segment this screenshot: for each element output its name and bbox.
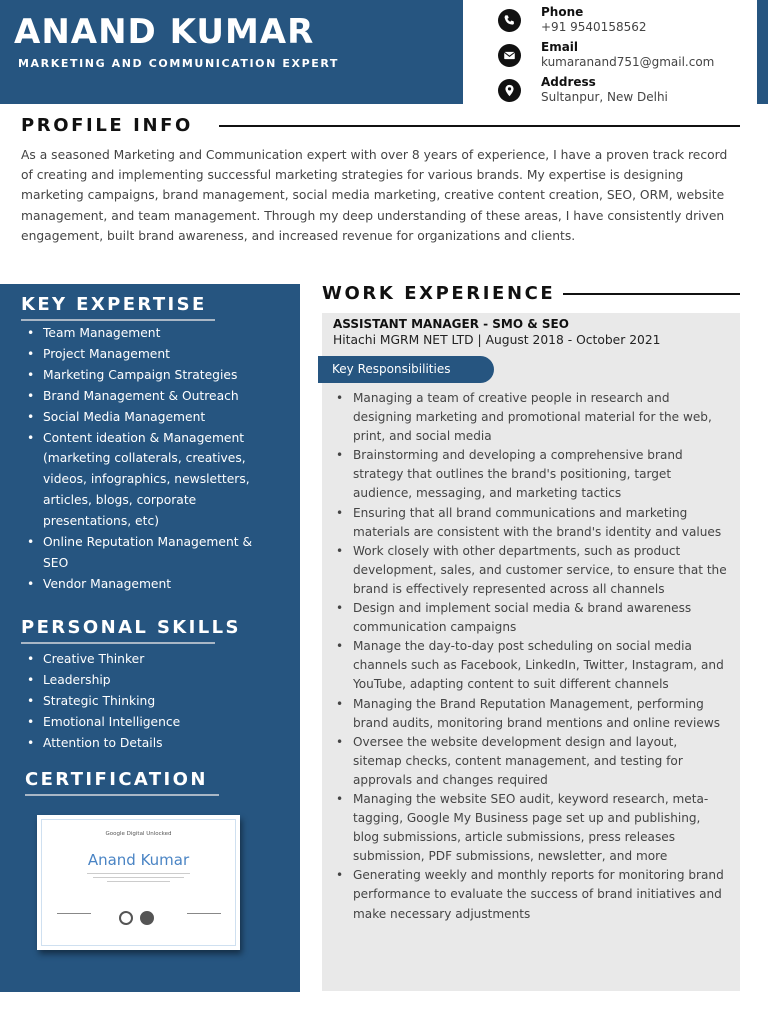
profile-summary: As a seasoned Marketing and Communication expert with over 8 years of experience, I have a proven track record of creating and implementing successful marketing strategies for various brands. My expertise is designing marketing campaigns, brand management, social media marketing, creative content creation, SEO, ORM, website management, and team management. Through my deep understanding of these areas, I have consistently driven engagement, built brand awareness, and increased revenue for organizations and clients. (21, 148, 728, 243)
list-item: • Brainstorming and developing a comprehensive brand strategy that outlines the brand's positioning, target audience, messaging, and marketing tactics (336, 446, 728, 503)
location-pin-icon (498, 79, 521, 102)
list-item: • Content ideation & Management (marketing collaterals, creatives, videos, infographics, newsletters, articles, blogs, corporate presentations, etc) (27, 428, 277, 533)
contact-email (498, 41, 748, 73)
contact-phone (498, 6, 748, 38)
certificate-image[interactable] (37, 815, 240, 950)
work-experience-divider (563, 293, 740, 295)
certification-underline (25, 794, 219, 796)
profile-divider (219, 125, 740, 127)
list-item: • Oversee the website development design and layout, sitemap checks, content management, and testing for approvals and changes required (336, 733, 728, 790)
list-item: • Marketing Campaign Strategies (27, 365, 277, 386)
list-item: • Social Media Management (27, 407, 277, 428)
list-item: • Design and implement social media & brand awareness communication campaigns (336, 599, 728, 637)
list-item: • Strategic Thinking (27, 691, 277, 712)
personal-skills-list (27, 649, 277, 754)
address-value: Sultanpur, New Delhi (541, 90, 668, 104)
list-item: • Emotional Intelligence (27, 712, 277, 733)
phone-value[interactable]: +91 9540158562 (541, 20, 647, 34)
candidate-tagline: MARKETING AND COMMUNICATION EXPERT (18, 57, 340, 70)
list-item: • Online Reputation Management & SEO (27, 532, 277, 574)
list-item: • Team Management (27, 323, 277, 344)
seal-icon (119, 911, 133, 925)
job-title: ASSISTANT MANAGER - SMO & SEO (333, 317, 569, 331)
personal-skills-underline (21, 642, 215, 644)
email-label: Email (541, 40, 579, 54)
list-item: • Managing the website SEO audit, keyword research, meta-tagging, Google My Business page set up and publishing, blog submissions, article submissions, press releases submission, PDF submissions, newsletter, and more (336, 790, 728, 866)
list-item: • Work closely with other departments, such as product development, sales, and customer service, to ensure that the brand is effectively represented across all channels (336, 542, 728, 599)
header-banner (0, 0, 463, 104)
list-item: • Managing the Brand Reputation Management, performing brand audits, monitoring brand mentions and online reviews (336, 695, 728, 733)
key-expertise-heading: KEY EXPERTISE (21, 294, 207, 315)
list-item: • Project Management (27, 344, 277, 365)
list-item: • Ensuring that all brand communications and marketing materials are consistent with the brand's identity and values (336, 504, 728, 542)
phone-label: Phone (541, 5, 584, 19)
profile-heading: PROFILE INFO (21, 115, 193, 136)
job-company: Hitachi MGRM NET LTD | August 2018 - October 2021 (333, 333, 661, 347)
certification-heading: CERTIFICATION (25, 769, 208, 790)
signature-line (187, 913, 221, 914)
list-item: • Creative Thinker (27, 649, 277, 670)
candidate-name: ANAND KUMAR (14, 12, 315, 52)
certificate-recipient: Anand Kumar (87, 851, 190, 869)
list-item: • Brand Management & Outreach (27, 386, 277, 407)
header-accent-stripe (757, 0, 768, 104)
phone-icon (498, 9, 521, 32)
personal-skills-heading: PERSONAL SKILLS (21, 617, 241, 638)
seal-icon (140, 911, 154, 925)
email-icon (498, 44, 521, 67)
certificate-text-line (93, 877, 184, 878)
work-experience-heading: WORK EXPERIENCE (322, 283, 556, 304)
list-item: • Leadership (27, 670, 277, 691)
certificate-text-line (87, 873, 190, 874)
key-expertise-underline (21, 319, 215, 321)
key-responsibilities-badge (318, 356, 494, 383)
list-item: • Manage the day-to-day post scheduling on social media channels such as Facebook, LinkedIn, Twitter, Instagram, and YouTube, adapting content to suit different channels (336, 637, 728, 694)
email-value[interactable]: kumaranand751@gmail.com (541, 55, 715, 69)
signature-line (57, 913, 91, 914)
responsibilities-list (336, 389, 728, 924)
certificate-text-line (107, 881, 170, 882)
address-label: Address (541, 75, 596, 89)
contact-address (498, 76, 748, 108)
list-item: • Generating weekly and monthly reports for monitoring brand performance to evaluate the success of brand initiatives and make necessary adjustments (336, 866, 728, 923)
certificate-brand: Google Digital Unlocked (105, 831, 172, 837)
key-expertise-list (27, 323, 277, 595)
list-item: • Vendor Management (27, 574, 277, 595)
key-responsibilities-label: Key Responsibilities (332, 362, 451, 376)
list-item: • Attention to Details (27, 733, 277, 754)
list-item: • Managing a team of creative people in research and designing marketing and promotional material for the web, print, and social media (336, 389, 728, 446)
certificate-border (41, 819, 236, 946)
